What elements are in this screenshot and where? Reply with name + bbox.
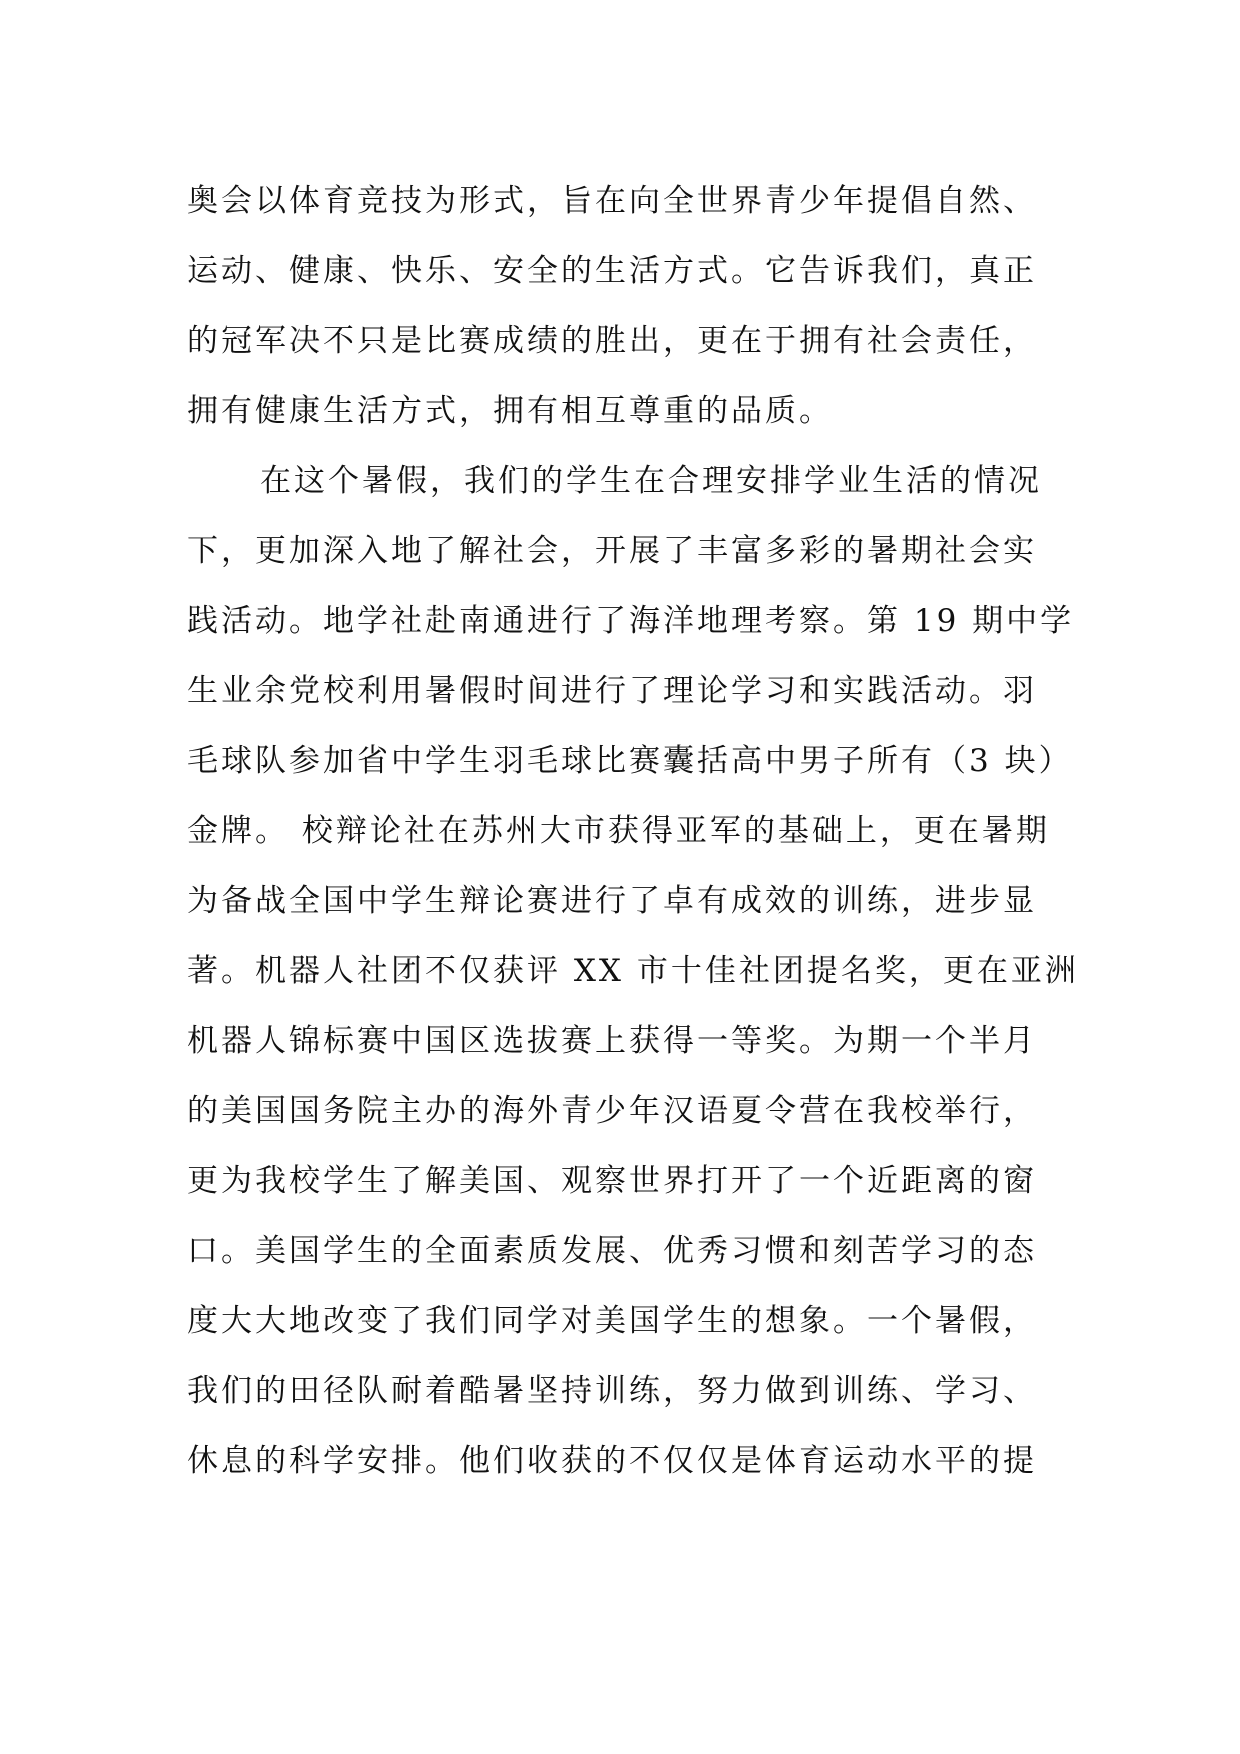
text-line: 毛球队参加省中学生羽毛球比赛囊括高中男子所有（3 块）: [187, 743, 1073, 779]
text-line: 奥会以体育竞技为形式，旨在向全世界青少年提倡自然、: [187, 183, 1037, 219]
text-line: 为备战全国中学生辩论赛进行了卓有成效的训练，进步显: [187, 883, 1037, 919]
text-line: 践活动。地学社赴南通进行了海洋地理考察。第 19 期中学: [187, 603, 1075, 639]
text-line: 机器人锦标赛中国区选拔赛上获得一等奖。为期一个半月: [187, 1023, 1037, 1059]
text-line: 下，更加深入地了解社会，开展了丰富多彩的暑期社会实: [187, 533, 1037, 569]
text-line: 的冠军决不只是比赛成绩的胜出，更在于拥有社会责任，: [187, 323, 1037, 359]
text-line: 的美国国务院主办的海外青少年汉语夏令营在我校举行，: [187, 1093, 1037, 1129]
body-text: [187, 166, 1079, 1496]
text-line: 生业余党校利用暑假时间进行了理论学习和实践活动。羽: [187, 673, 1037, 709]
paragraph-1: [187, 166, 1057, 446]
text-line: 拥有健康生活方式，拥有相互尊重的品质。: [187, 393, 833, 429]
text-line: 在这个暑假，我们的学生在合理安排学业生活的情况: [260, 463, 1042, 499]
text-line: 著。机器人社团不仅获评 XX 市十佳社团提名奖，更在亚洲: [187, 953, 1079, 989]
paragraph-2: [187, 446, 1079, 1496]
text-line: 更为我校学生了解美国、观察世界打开了一个近距离的窗: [187, 1163, 1037, 1199]
text-line: 金牌。 校辩论社在苏州大市获得亚军的基础上，更在暑期: [187, 813, 1050, 849]
text-line: 休息的科学安排。他们收获的不仅仅是体育运动水平的提: [187, 1443, 1037, 1479]
text-line: 度大大地改变了我们同学对美国学生的想象。一个暑假，: [187, 1303, 1037, 1339]
text-line: 口。美国学生的全面素质发展、优秀习惯和刻苦学习的态: [187, 1233, 1037, 1269]
text-line: 运动、健康、快乐、安全的生活方式。它告诉我们，真正: [187, 253, 1037, 289]
text-line: 我们的田径队耐着酷暑坚持训练，努力做到训练、学习、: [187, 1373, 1037, 1409]
